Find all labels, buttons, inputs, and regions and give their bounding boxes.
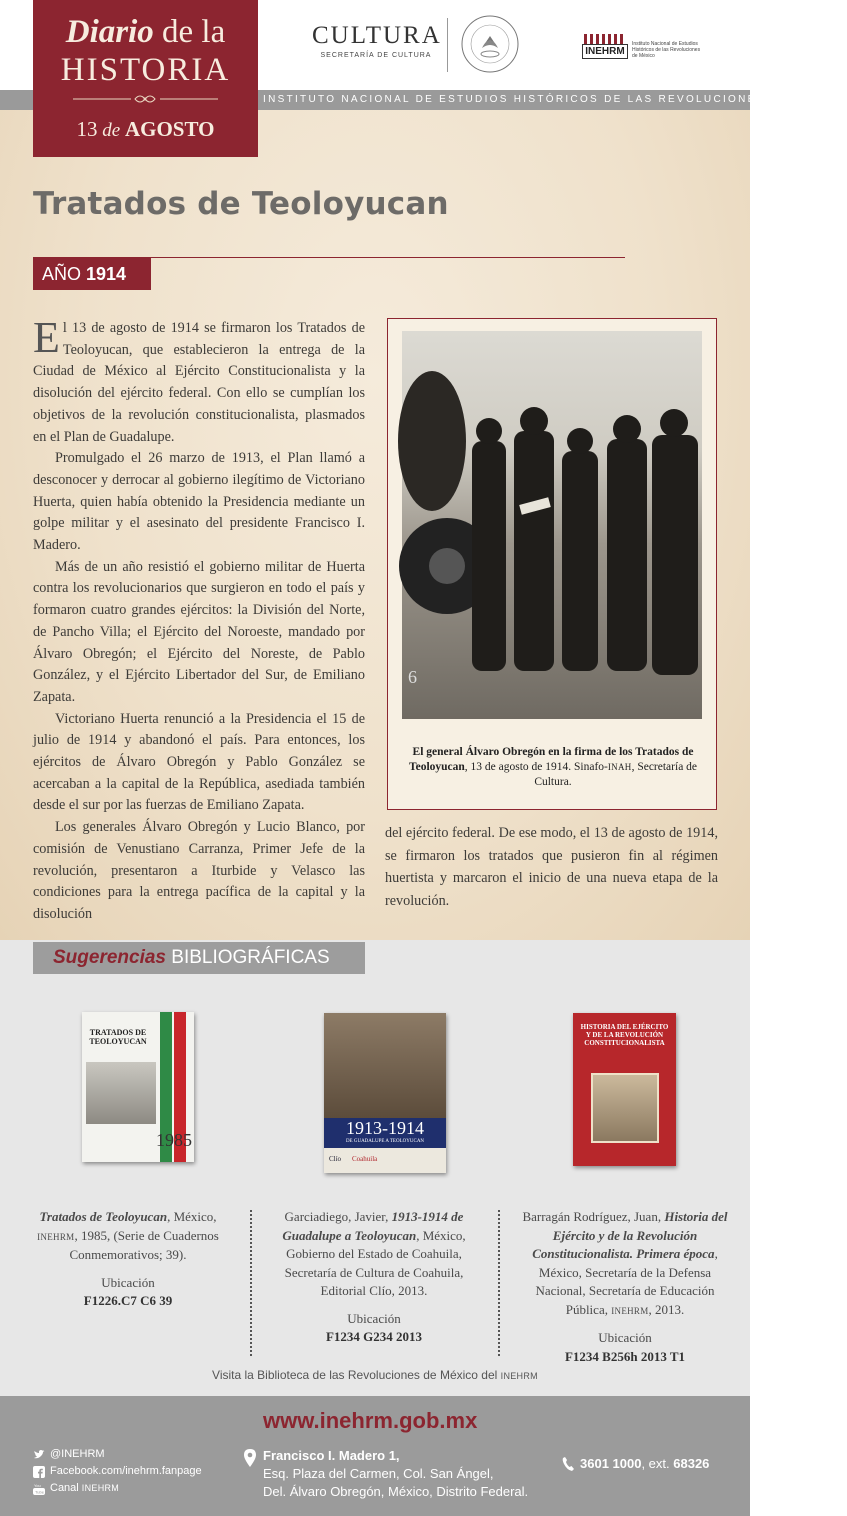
address bbox=[263, 1447, 528, 1501]
inehrm-logo-text: INEHRM bbox=[582, 44, 628, 59]
reference-2-rest: , México, Gobierno del Estado de Coahuila, Secretaría de Cultura de Coahuila, Editorial Clío, 2013. bbox=[284, 1227, 466, 1298]
facebook-handle: Facebook.com/inehrm.fanpage bbox=[50, 1465, 202, 1477]
reference-3-location-label: Ubicación bbox=[598, 1330, 652, 1345]
paragraph-5: Los generales Álvaro Obregón y Lucio Blanco, por comisión de Venustiano Carranza, Primer Jefe de la revolución, presentaron a Iturbide y Velasco las condiciones para la entrega pacífica de la capital y la disolución bbox=[33, 819, 365, 922]
book-cover-1 bbox=[82, 1012, 194, 1162]
phone-number[interactable] bbox=[562, 1456, 709, 1471]
address-line-1 bbox=[263, 1447, 528, 1465]
location-pin-icon bbox=[244, 1449, 256, 1467]
svg-text:You: You bbox=[34, 1482, 41, 1488]
reference-1-inehrm: INEHRM bbox=[37, 1231, 75, 1242]
reference-1-title: Tratados de Teoloyucan bbox=[39, 1209, 168, 1224]
inehrm-columns-icon bbox=[584, 34, 626, 44]
social-links bbox=[33, 1446, 202, 1497]
inehrm-full-name: Instituto Nacional de Estudios Históricos de las Revoluciones de México bbox=[632, 41, 701, 59]
reference-2-author: Garciadiego, Javier, bbox=[284, 1209, 392, 1224]
book-cover-3 bbox=[573, 1013, 676, 1166]
mexico-seal-icon bbox=[460, 14, 520, 74]
youtube-inehrm: INEHRM bbox=[81, 1483, 120, 1493]
youtube-icon bbox=[33, 1483, 45, 1495]
reference-2-location-label: Ubicación bbox=[347, 1310, 401, 1326]
photo-caption bbox=[398, 745, 708, 790]
twitter-icon bbox=[33, 1449, 45, 1461]
website-link[interactable]: www.inehrm.gob.mx bbox=[263, 1408, 478, 1433]
reference-3-rest: , México, Secretaría de la Defensa Nacional, Secretaría de Educación Pública, bbox=[535, 1246, 718, 1317]
svg-text:Tube: Tube bbox=[35, 1489, 44, 1494]
book-cover-2 bbox=[324, 1013, 446, 1173]
phone-ext: 68326 bbox=[673, 1456, 710, 1471]
address-line-3: Del. Álvaro Obregón, México, Distrito Federal. bbox=[263, 1484, 529, 1499]
ornament-icon bbox=[73, 93, 218, 105]
reference-3 bbox=[516, 1208, 734, 1366]
book-2-cover-years: 1913-1914 bbox=[346, 1118, 424, 1138]
reference-1-mid: , México, bbox=[167, 1209, 217, 1224]
paragraph-1-text: l 13 de agosto de 1914 se firmaron los Tratados de Teoloyucan, que establecieron la entrega de la Ciudad de México al Ejército Constitucionalista y la disolución del ejército federal. Con ello se cumplían los objetivos de la revolución constitucionalista, plasmados en el Plan de Guadalupe. bbox=[33, 320, 365, 445]
page-title: Tratados de Teoloyucan bbox=[33, 186, 449, 222]
photo-figures-icon bbox=[402, 331, 702, 719]
paragraph-2: Promulgado el 26 marzo de 1913, el Plan llamó a desconocer y derrocar al gobierno ilegítimo de Victoriano Huerta, quien había obtenido la Presidencia mediante un golpe militar y el asesinato del presidente Francisco I. Madero. bbox=[33, 450, 365, 554]
reference-3-end: , 2013. bbox=[648, 1301, 685, 1317]
reference-1-rest: , 1985, (Serie de Cuadernos Conmemorativos; 39). bbox=[69, 1227, 219, 1262]
date-month: AGOSTO bbox=[124, 117, 215, 141]
phone-main: 3601 1000 bbox=[580, 1456, 642, 1471]
caption-end: , Secretaría de Cultura. bbox=[534, 761, 698, 788]
caption-inah: INAH bbox=[607, 762, 632, 772]
youtube-link[interactable] bbox=[33, 1480, 202, 1497]
youtube-channel bbox=[50, 1480, 119, 1497]
paragraph-6: del ejército federal. De ese modo, el 13 de agosto de 1914, se firmaron los tratados que pusieron fin al régimen huertista y marcaron el inicio de una nueva etapa de la revolución. bbox=[385, 825, 718, 909]
book-1-cover-year: 1985 bbox=[156, 1130, 192, 1150]
cultura-subtitle: SECRETARÍA DE CULTURA bbox=[320, 52, 432, 59]
cultura-word: CULTURA bbox=[312, 22, 442, 49]
diario-title bbox=[33, 14, 258, 50]
logo-divider bbox=[447, 18, 448, 72]
suggestions-bold: Sugerencias bbox=[53, 947, 166, 968]
date-day: 13 bbox=[76, 117, 98, 141]
book-3-cover-photo bbox=[591, 1073, 659, 1143]
article-body-continued bbox=[385, 822, 718, 912]
reference-2-title: 1913-1914 de Guadalupe a Teoloyucan bbox=[282, 1209, 464, 1243]
suggestions-rest: BIBLIOGRÁFICAS bbox=[166, 947, 330, 968]
inehrm-logo bbox=[582, 34, 702, 64]
caption-rest: , 13 de agosto de 1914. Sinafo- bbox=[464, 761, 608, 773]
twitter-link[interactable] bbox=[33, 1446, 202, 1463]
facebook-icon bbox=[33, 1466, 45, 1478]
address-line-2: Esq. Plaza del Carmen, Col. San Ángel, bbox=[263, 1466, 494, 1481]
facebook-link[interactable] bbox=[33, 1463, 202, 1480]
year-badge bbox=[33, 258, 151, 290]
reference-3-author: Barragán Rodríguez, Juan, bbox=[522, 1209, 665, 1224]
reference-1-call-number: F1226.C7 C6 39 bbox=[83, 1293, 173, 1308]
library-note bbox=[0, 1368, 750, 1382]
reference-3-title: Historia del Ejército y de la Revolución Constitucionalista. Primera época bbox=[532, 1209, 728, 1261]
reference-2-call-number: F1234 G234 2013 bbox=[325, 1329, 423, 1344]
paragraph-1 bbox=[33, 313, 365, 448]
reference-2 bbox=[274, 1208, 474, 1347]
phone-ext-label: , ext. bbox=[641, 1456, 674, 1471]
reference-2-citation bbox=[274, 1208, 474, 1301]
book-1-cover-title: TRATADOS DE TEOLOYUCAN bbox=[89, 1028, 147, 1046]
youtube-label: Canal bbox=[50, 1482, 82, 1494]
reference-3-call-number: F1234 B256h 2013 T1 bbox=[564, 1348, 686, 1364]
caption-bold: El general Álvaro Obregón en la firma de los Tratados de Teoloyucan bbox=[408, 746, 694, 773]
library-note-inehrm: INEHRM bbox=[500, 1371, 538, 1381]
date-de: de bbox=[97, 120, 125, 141]
photo-mark: 6 bbox=[408, 667, 417, 687]
diario-date bbox=[33, 115, 258, 145]
cultura-logo bbox=[312, 22, 440, 66]
historia-title: HISTORIA bbox=[60, 52, 231, 88]
book-3-cover-title: HISTORIA DEL EJÉRCITO Y DE LA REVOLUCIÓN CONSTITUCIONALISTA bbox=[580, 1023, 669, 1047]
dotted-divider bbox=[498, 1210, 500, 1356]
year-label: AÑO bbox=[42, 264, 87, 284]
year-value: 1914 bbox=[86, 264, 127, 284]
book-2-cover-subtitle: DE GUADALUPE A TEOLOYUCAN bbox=[345, 1139, 425, 1144]
book-2-cover-band bbox=[324, 1118, 446, 1148]
reference-1-location-label: Ubicación bbox=[101, 1274, 155, 1290]
diario-logo bbox=[33, 0, 258, 157]
book-1-cover-photo bbox=[86, 1062, 156, 1124]
address-street: Francisco I. Madero 1, bbox=[263, 1448, 400, 1463]
book-2-coahuila-logo: Coahuila bbox=[352, 1155, 378, 1163]
reference-1-citation bbox=[18, 1208, 238, 1265]
suggestions-header bbox=[33, 942, 365, 974]
diario-rest: de la bbox=[153, 14, 226, 50]
diario-word: Diario bbox=[65, 14, 154, 50]
paragraph-4: Victoriano Huerta renunció a la Presidencia el 15 de julio de 1914 y abandonó el país. Para entonces, los ejércitos de Álvaro Obregón y Pablo González se acercaban a la capital de la República, asediada también desde el sur por las fuerzas de Emiliano Zapata. bbox=[33, 710, 365, 814]
reference-1 bbox=[18, 1208, 238, 1311]
book-2-publisher-logo: Clío bbox=[329, 1155, 342, 1163]
dotted-divider bbox=[250, 1210, 252, 1356]
drop-cap: E bbox=[33, 313, 60, 362]
reference-3-citation bbox=[516, 1208, 734, 1320]
institute-band-text: INSTITUTO NACIONAL DE ESTUDIOS HISTÓRICOS DE LAS REVOLUCIONES DE MÉXICO bbox=[263, 94, 847, 105]
article-body bbox=[33, 313, 365, 926]
book-2-cover-photo bbox=[324, 1013, 446, 1118]
book-2-cover-footer bbox=[324, 1148, 446, 1173]
historical-photo bbox=[402, 331, 702, 719]
reference-3-inehrm: INEHRM bbox=[611, 1305, 649, 1316]
photo-frame bbox=[387, 318, 717, 810]
twitter-handle: @INEHRM bbox=[50, 1448, 105, 1460]
library-note-text: Visita la Biblioteca de las Revoluciones de México del bbox=[212, 1368, 501, 1382]
paragraph-3: Más de un año resistió el gobierno militar de Huerta contra los revolucionarios que surgieron en todo el país y formaron cuatro grandes ejércitos: la División del Norte, de Pancho Villa; el Ejército del Noroeste, mandado por Álvaro Obregón; el Ejército del Noreste, de Pablo González, y el Ejército Libertador del Sur, de Emiliano Zapata. bbox=[33, 558, 365, 705]
